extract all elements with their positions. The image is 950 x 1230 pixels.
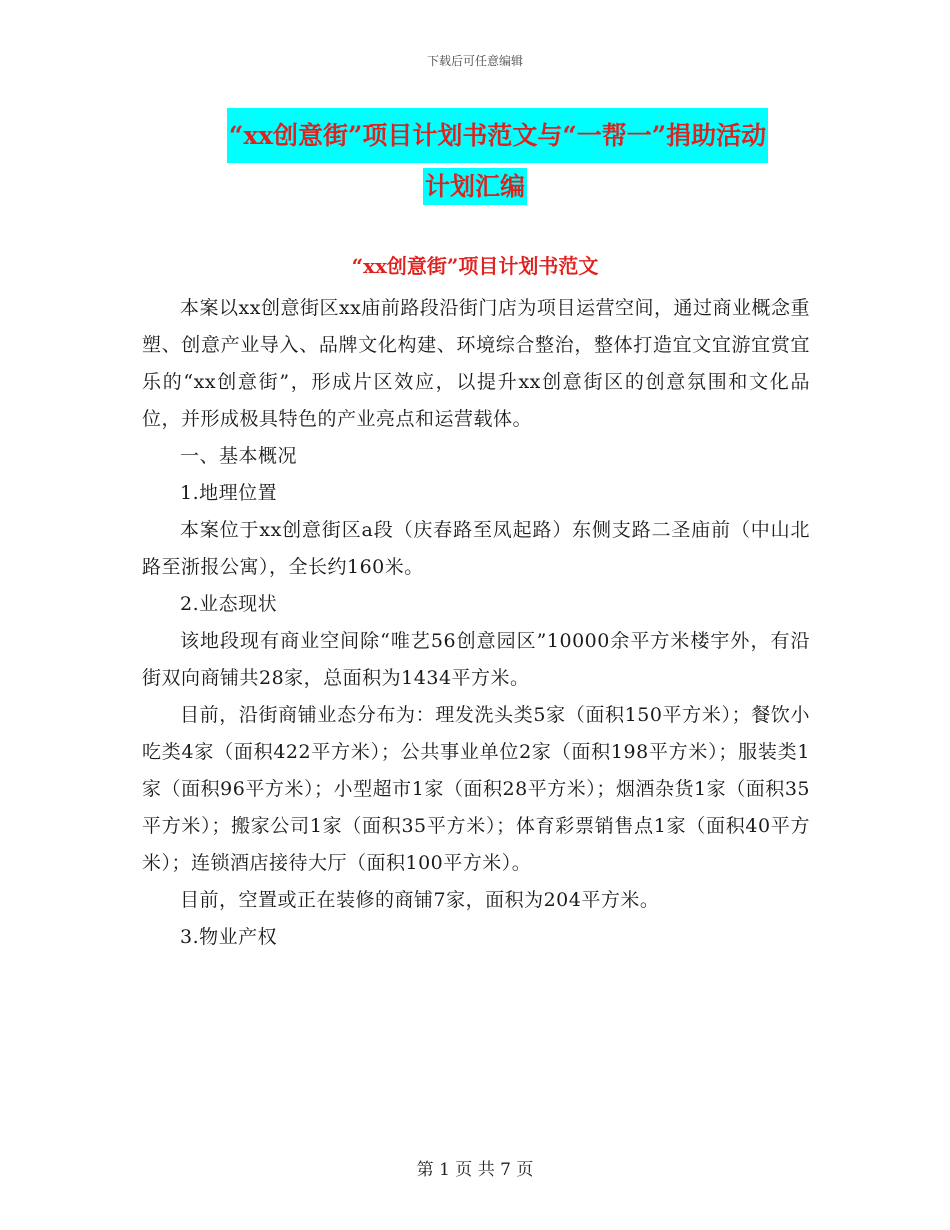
heading-basic-overview: 一、基本概况: [180, 445, 298, 467]
heading-location: 1.地理位置: [180, 482, 278, 504]
page-footer: 第 1 页 共 7 页: [416, 1160, 534, 1180]
paragraph-intro: 本案以xx创意街区xx庙前路段沿街门店为项目运营空间，通过商业概念重塑、创意产业导入、品牌文化构建、环境综合整治，整体打造宜文宜游宜赏宜乐的“xx创意街”，形成片区效应，以提升xx创意街区的创意氛围和文化品位，并形成极具特色的产业亮点和运营载体。: [142, 297, 810, 430]
header-note: 下载后可任意编辑: [426, 54, 523, 68]
heading-property-rights: 3.物业产权: [180, 926, 278, 948]
title-line-2: 计划汇编: [423, 168, 527, 205]
body-text: [142, 290, 810, 956]
paragraph-vacancy: 目前，空置或正在装修的商铺7家，面积为204平方米。: [180, 889, 660, 911]
paragraph-business-distribution: 目前，沿街商铺业态分布为：理发洗头类5家（面积150平方米）；餐饮小吃类4家（面积422平方米）；公共事业单位2家（面积198平方米）；服装类1家（面积96平方米）；小型超市1家（面积28平方米）；烟酒杂货1家（面积35平方米）；搬家公司1家（面积35平方米）；体育彩票销售点1家（面积40平方米）；连锁酒店接待大厅（面积100平方米）。: [142, 704, 810, 874]
document-title: [0, 108, 950, 210]
paragraph-business-status: 该地段现有商业空间除“唯艺56创意园区”10000余平方米楼宇外，有沿街双向商铺共28家，总面积为1434平方米。: [142, 630, 810, 689]
title-line-1: “xx创意街”项目计划书范文与“一帮一”捐助活动: [227, 108, 768, 163]
heading-business-status: 2.业态现状: [180, 593, 278, 615]
section-title: “xx创意街”项目计划书范文: [351, 254, 599, 278]
paragraph-location: 本案位于xx创意街区a段（庆春路至凤起路）东侧支路二圣庙前（中山北路至浙报公寓），全长约160米。: [142, 519, 810, 578]
